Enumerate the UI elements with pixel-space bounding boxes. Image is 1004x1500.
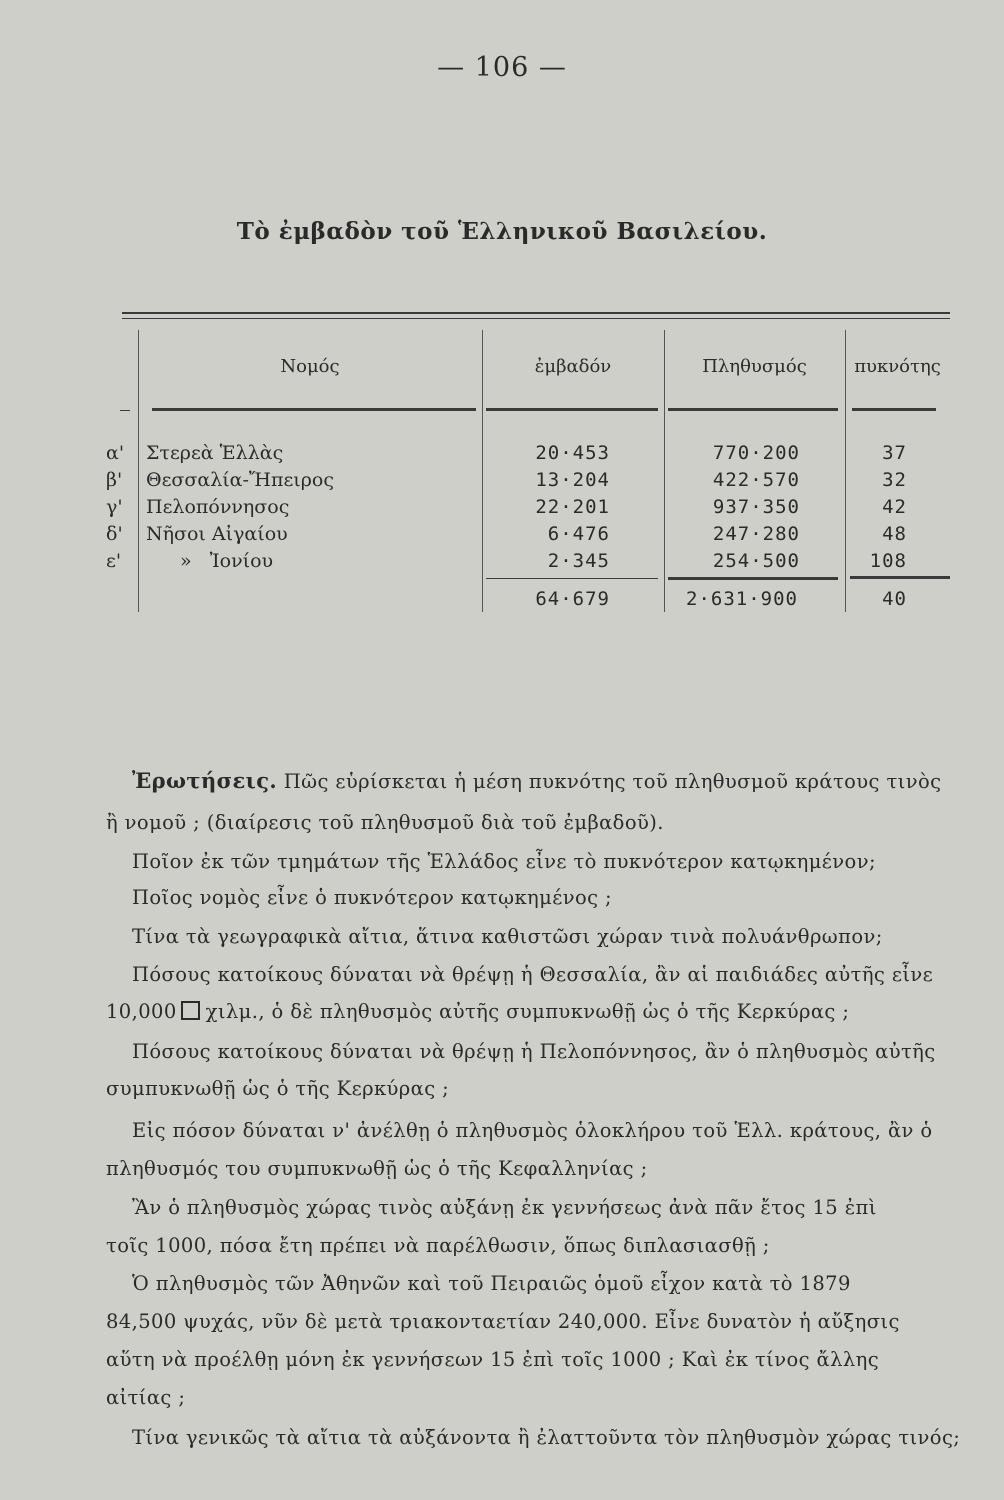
density-value: 108 xyxy=(869,550,907,572)
questions-line-1 xyxy=(132,768,941,793)
table-top-rule-2 xyxy=(122,318,950,319)
header-rule xyxy=(852,408,936,411)
area-value: 13·204 xyxy=(535,469,610,491)
questions-heading: Ἐρωτήσεις. xyxy=(132,768,278,793)
population-value: 254·500 xyxy=(712,550,800,572)
text-line: Τίνα τὰ γεωγραφικὰ αἴτια, ἅτινα καθιστῶσι χώραν τινὰ πολυάνθρωπον; xyxy=(132,925,883,948)
page-title: Τὸ ἐμβαδὸν τοῦ Ἑλληνικοῦ Βασιλείου. xyxy=(236,218,768,245)
nomos-name: Νῆσοι Αἰγαίου xyxy=(146,523,288,545)
nomos-name: Θεσσαλία-Ἤπειρος xyxy=(146,469,334,491)
area-value: 6·476 xyxy=(547,523,610,545)
row-letter: δ' xyxy=(106,523,123,545)
header-density: πυκνότης xyxy=(854,356,941,377)
square-symbol-icon xyxy=(181,1001,200,1020)
text-line: τοῖς 1000, πόσα ἔτη πρέπει νὰ παρέλθωσιν, ὅπως διπλασιασθῇ ; xyxy=(106,1234,770,1257)
density-value: 37 xyxy=(882,442,907,464)
row-letter: ε' xyxy=(106,550,122,572)
density-value: 48 xyxy=(882,523,907,545)
population-value: 247·280 xyxy=(712,523,800,545)
text-line: Τίνα γενικῶς τὰ αἴτια τὰ αὐξάνοντα ἢ ἐλαττοῦντα τὸν πληθυσμὸν χώρας τινός; xyxy=(132,1426,961,1449)
text-line: πληθυσμός του συμπυκνωθῇ ὡς ὁ τῆς Κεφαλληνίας ; xyxy=(106,1157,648,1180)
text-line: Ποῖος νομὸς εἶνε ὁ πυκνότερον κατῳκημένος ; xyxy=(132,886,612,909)
area-value: 20·453 xyxy=(535,442,610,464)
row-letter: α' xyxy=(106,442,125,464)
area-value: 2·345 xyxy=(547,550,610,572)
total-rule xyxy=(668,577,838,580)
header-area: ἐμβαδόν xyxy=(534,356,612,377)
area-value: 22·201 xyxy=(535,496,610,518)
total-rule xyxy=(486,578,658,579)
text-line: αἰτίας ; xyxy=(106,1386,186,1409)
header-rule xyxy=(668,408,838,411)
area-population-table xyxy=(100,312,950,622)
text-line xyxy=(106,1000,849,1023)
text-line: συμπυκνωθῇ ὡς ὁ τῆς Κερκύρας ; xyxy=(106,1077,450,1100)
text-line: ἢ νομοῦ ; (διαίρεσις τοῦ πληθυσμοῦ διὰ τοῦ ἐμβαδοῦ). xyxy=(106,811,664,834)
text-line: Ὁ πληθυσμὸς τῶν Ἀθηνῶν καὶ τοῦ Πειραιῶς ὁμοῦ εἶχον κατὰ τὸ 1879 xyxy=(132,1272,851,1295)
nomos-name: » Ἰονίου xyxy=(180,550,274,572)
header-rule xyxy=(152,408,476,411)
nomos-name: Στερεὰ Ἑλλὰς xyxy=(146,442,284,464)
density-value: 42 xyxy=(882,496,907,518)
header-nomos: Νομός xyxy=(280,356,340,377)
text-segment: Πῶς εὑρίσκεται ἡ μέση πυκνότης τοῦ πληθυσμοῦ κράτους τινὸς xyxy=(283,770,942,793)
total-population: 2·631·900 xyxy=(686,588,798,610)
total-density: 40 xyxy=(882,588,907,610)
text-line: 84,500 ψυχάς, νῦν δὲ μετὰ τριακονταετίαν 240,000. Εἶνε δυνατὸν ἡ αὔξησις xyxy=(106,1310,900,1333)
page-number: — 106 — xyxy=(437,52,567,83)
table-top-rule xyxy=(122,312,950,314)
row-letter: β' xyxy=(106,469,123,491)
header-rule xyxy=(486,408,658,411)
text-line: Πόσους κατοίκους δύναται νὰ θρέψῃ ἡ Πελοπόννησος, ἂν ὁ πληθυσμὸς αὐτῆς xyxy=(132,1040,936,1063)
text-line: Πόσους κατοίκους δύναται νὰ θρέψῃ ἡ Θεσσαλία, ἂν αἱ παιδιάδες αὐτῆς εἶνε xyxy=(132,963,934,986)
total-rule xyxy=(850,576,950,579)
nomos-name: Πελοπόννησος xyxy=(146,496,290,518)
header-dash xyxy=(120,410,130,411)
text-segment: χιλμ., ὁ δὲ πληθυσμὸς αὐτῆς συμπυκνωθῇ ὡς ὁ τῆς Κερκύρας ; xyxy=(205,1000,850,1023)
row-letter: γ' xyxy=(106,496,123,518)
text-line: Ἂν ὁ πληθυσμὸς χώρας τινὸς αὐξάνῃ ἐκ γεννήσεως ἀνὰ πᾶν ἔτος 15 ἐπὶ xyxy=(132,1196,877,1219)
header-population: Πληθυσμός xyxy=(702,356,807,377)
density-value: 32 xyxy=(882,469,907,491)
total-area: 64·679 xyxy=(535,588,610,610)
population-value: 937·350 xyxy=(712,496,800,518)
text-line: αὕτη νὰ προέλθῃ μόνη ἐκ γεννήσεων 15 ἐπὶ τοῖς 1000 ; Καὶ ἐκ τίνος ἄλλης xyxy=(106,1348,880,1371)
population-value: 770·200 xyxy=(712,442,800,464)
text-line: Ποῖον ἐκ τῶν τμημάτων τῆς Ἑλλάδος εἶνε τὸ πυκνότερον κατῳκημένον; xyxy=(132,850,876,873)
text-segment: 10,000 xyxy=(106,1000,177,1023)
population-value: 422·570 xyxy=(712,469,800,491)
text-line: Εἰς πόσον δύναται ν' ἀνέλθῃ ὁ πληθυσμὸς ὁλοκλήρου τοῦ Ἑλλ. κράτους, ἂν ὁ xyxy=(132,1119,933,1142)
